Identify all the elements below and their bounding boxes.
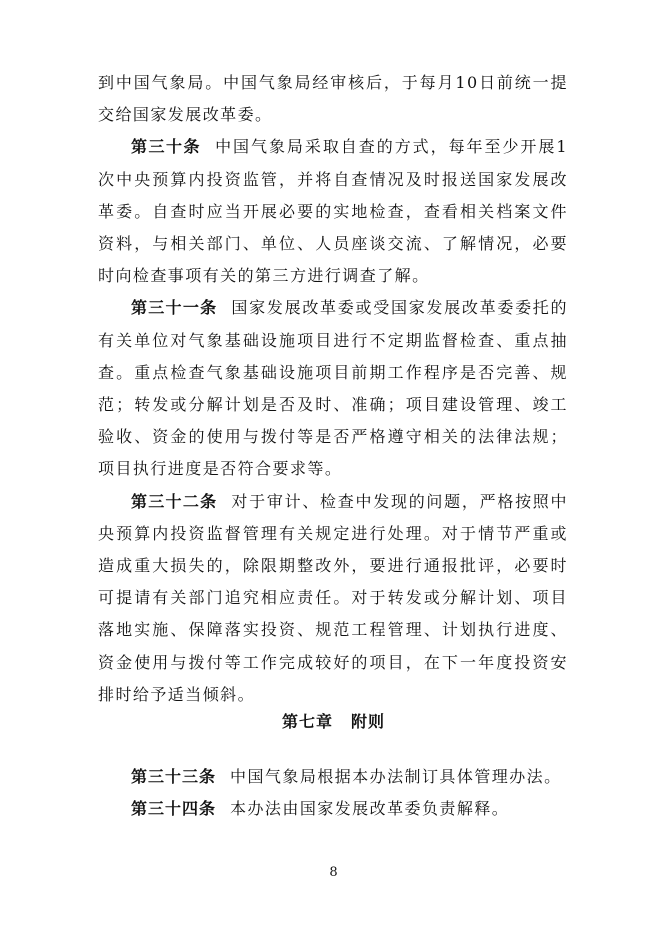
page-number: 8 <box>329 865 338 880</box>
article-text: 对于审计、检查中发现的问题，严格按照中央预算内投资监督管理有关规定进行处理。对于情节严重或造成重大损失的，除限期整改外，要进行通报批评，必要时可提请有关部门追究相应责任。对于转发或分解计划、项目落地实施、保障落实投资、规范工程管理、计划执行进度、资金使用与拨付等工作完成较好的项目，在下一年度投资安排时给予适当倾斜。 <box>98 491 568 704</box>
article-title: 第三十条 <box>131 137 202 157</box>
article-text: 中国气象局采取自查的方式，每年至少开展1次中央预算内投资监管，并将自查情况及时报送国家发展改革委。自查时应当开展必要的实地检查，查看相关档案文件资料，与相关部门、单位、人员座谈交流、了解情况，必要时向检查事项有关的第三方进行调查了解。 <box>98 137 568 286</box>
article-text: 本办法由国家发展改革委负责解释。 <box>230 799 510 819</box>
article-title: 第三十四条 <box>131 799 217 819</box>
article-32 <box>98 486 568 711</box>
closing-articles <box>98 761 568 825</box>
article-title: 第三十二条 <box>131 491 218 511</box>
chapter-heading <box>0 706 667 738</box>
chapter-name: 附则 <box>351 712 386 731</box>
paragraph-continuation <box>98 67 568 131</box>
chapter-number: 第七章 <box>281 712 333 731</box>
article-30 <box>98 131 568 292</box>
body-text <box>98 67 568 711</box>
article-title: 第三十一条 <box>131 298 218 318</box>
paragraph-text: 到中国气象局。中国气象局经审核后，于每月10日前统一提交给国家发展改革委。 <box>98 73 568 125</box>
article-31 <box>98 292 568 485</box>
article-34 <box>98 793 568 825</box>
article-title: 第三十三条 <box>131 767 217 786</box>
article-text: 国家发展改革委或受国家发展改革委委托的有关单位对气象基础设施项目进行不定期监督检查、重点抽查。重点检查气象基础设施项目前期工作程序是否完善、规范；转发或分解计划是否及时、准确；项目建设管理、竣工验收、资金的使用与拨付等是否严格遵守相关的法律法规；项目执行进度是否符合要求等。 <box>98 298 568 479</box>
article-33 <box>98 761 568 793</box>
article-text: 中国气象局根据本办法制订具体管理办法。 <box>230 767 562 786</box>
